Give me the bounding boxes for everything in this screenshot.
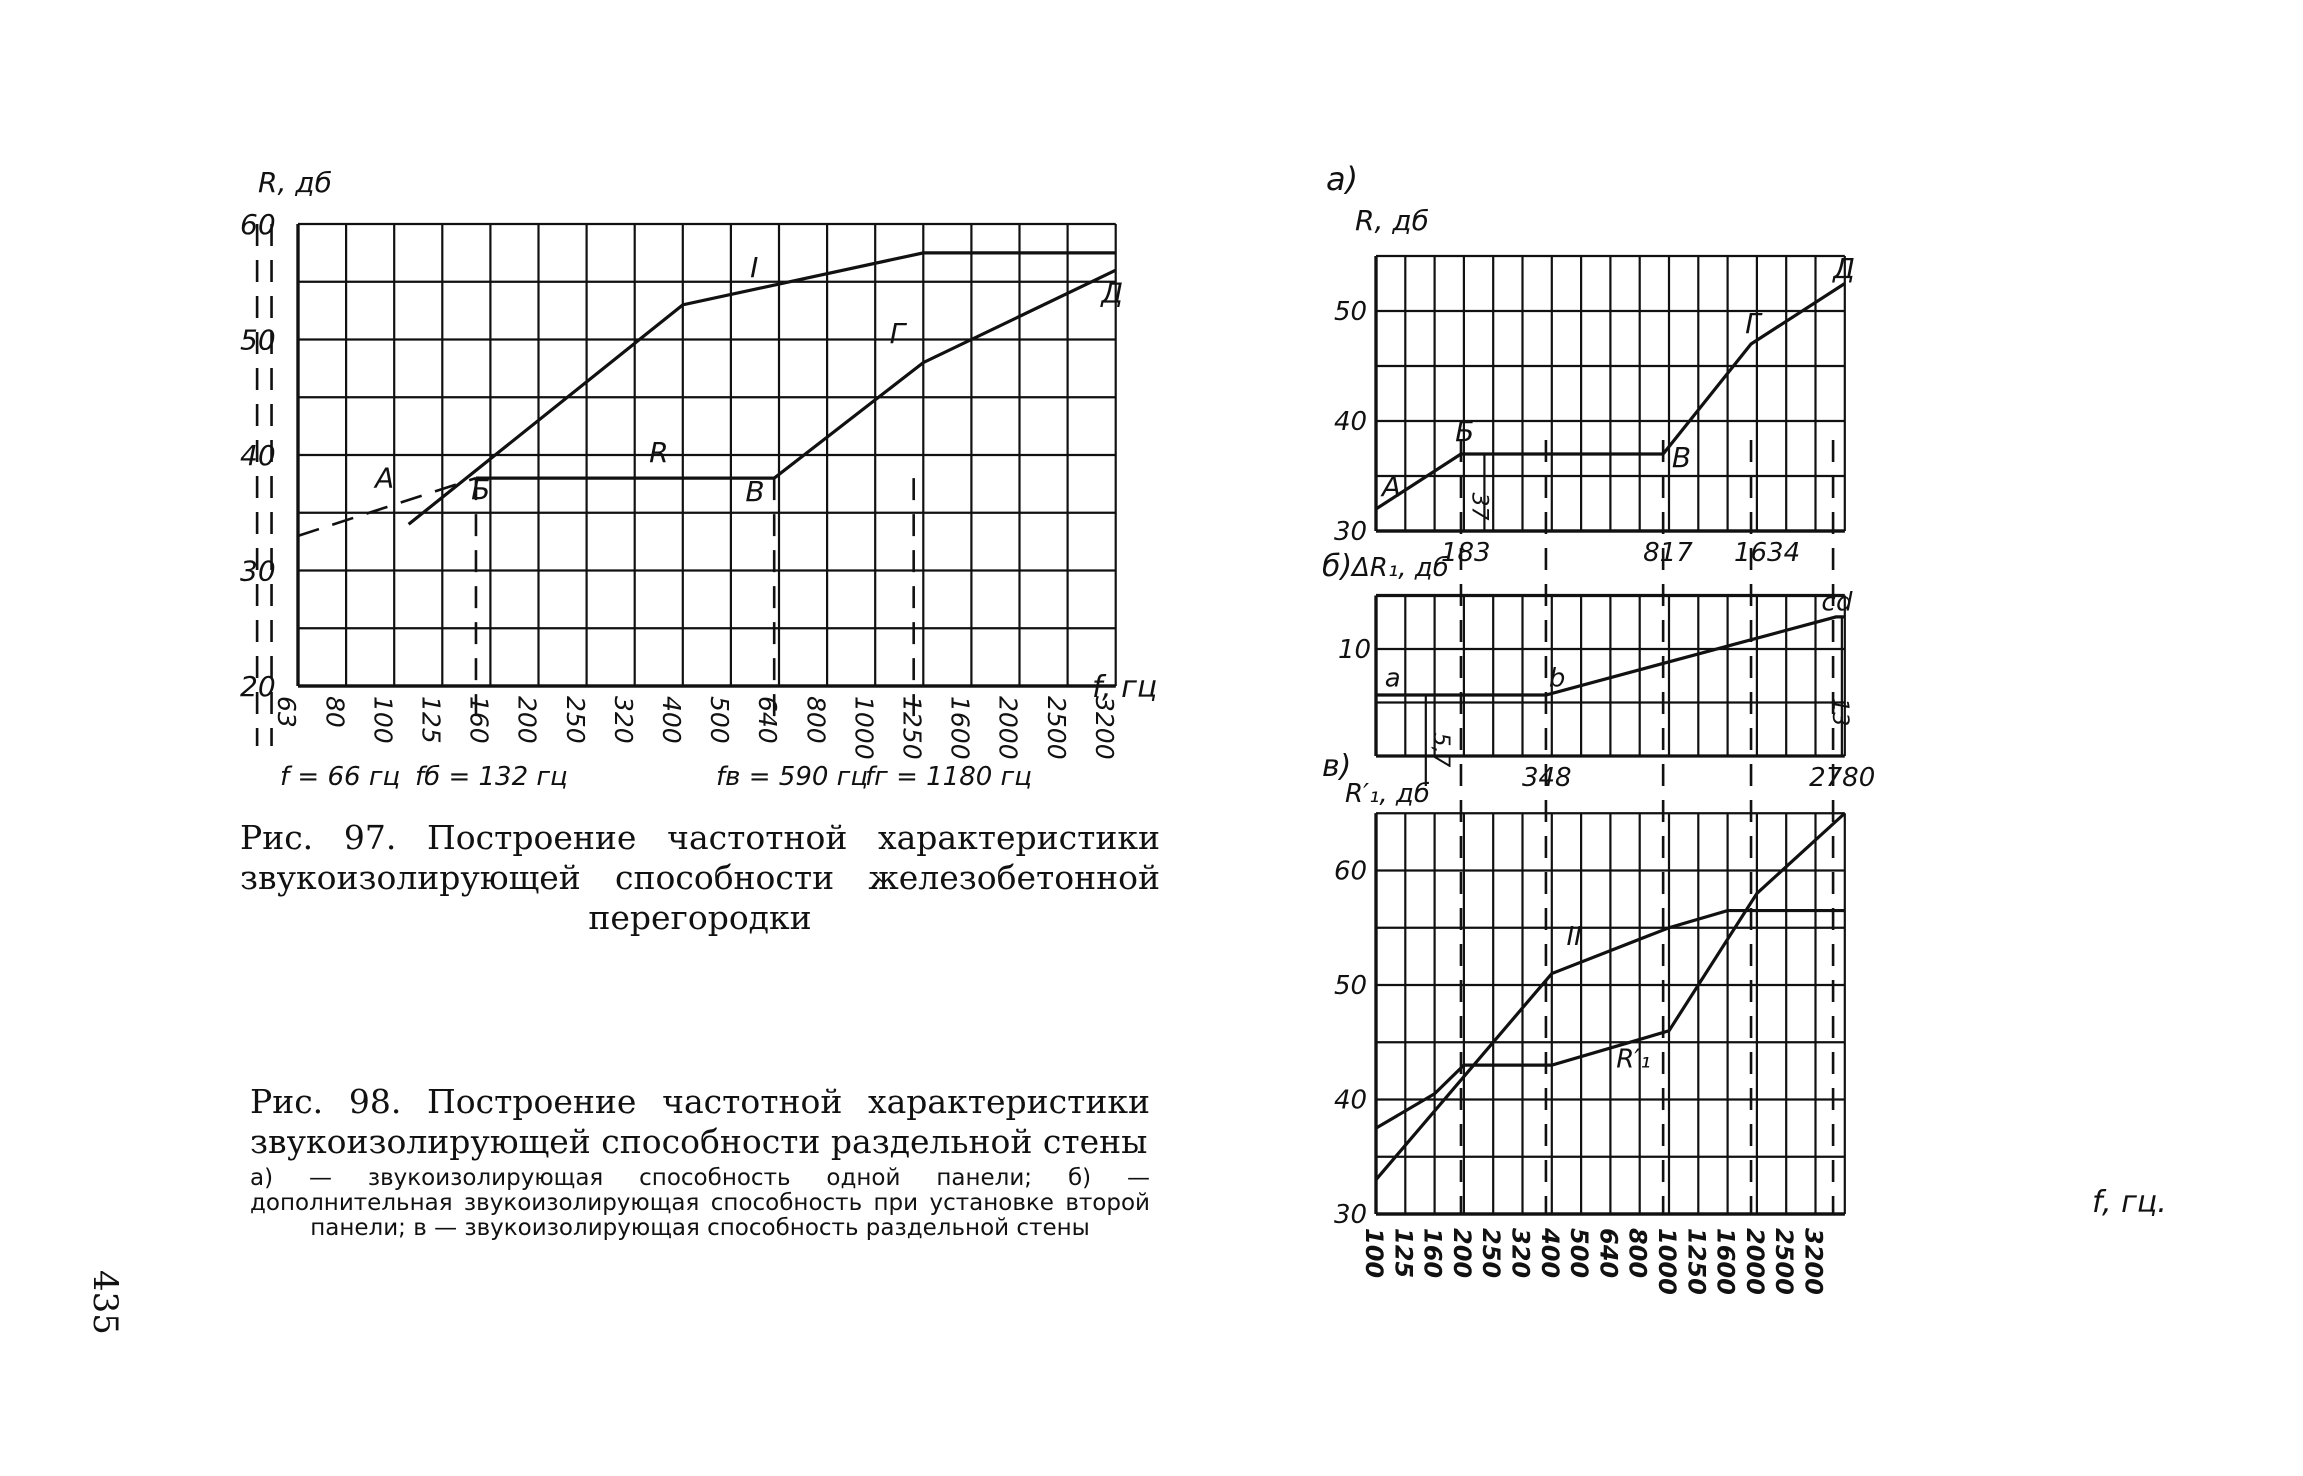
point-label: Б bbox=[1455, 414, 1475, 448]
x-tick-label: 63 bbox=[272, 696, 302, 728]
point-label: R′₁ bbox=[1616, 1044, 1651, 1075]
y-tick-label: 30 bbox=[240, 554, 276, 588]
y-tick-label: 60 bbox=[1334, 856, 1368, 887]
fig98-caption-sub: а) — звукоизолирующая способность одной панели; б) — дополнительная звукоизолирующая способность при установке второй панели; в — звукоизолирующая способность раздельной стены bbox=[250, 1165, 1150, 1241]
y-tick-label: 40 bbox=[240, 439, 276, 472]
point-label: Г bbox=[889, 316, 906, 350]
fig98a-chart bbox=[1326, 160, 1855, 568]
dimension-value: 13 bbox=[1827, 698, 1853, 727]
x-tick-label: 1600 bbox=[1711, 1228, 1740, 1295]
point-label: II bbox=[1566, 921, 1582, 952]
x-tick-label: 3200 bbox=[1799, 1228, 1828, 1295]
x-axis-title: f, гц bbox=[1092, 670, 1158, 705]
x-tick-label: 100 bbox=[1360, 1228, 1388, 1279]
x-tick-label: 800 bbox=[1623, 1228, 1652, 1279]
x-tick-label: 1000 bbox=[1653, 1228, 1681, 1295]
x-tick-label: 250 bbox=[1477, 1228, 1506, 1279]
x-tick-label: 400 bbox=[656, 696, 686, 744]
x-tick-label: 3200 bbox=[1089, 696, 1119, 760]
x-tick-label: 640 bbox=[753, 696, 783, 744]
x-tick-label: 80 bbox=[320, 696, 350, 728]
x-annotation: 348 bbox=[1521, 763, 1572, 793]
x-tick-label: 160 bbox=[1418, 1228, 1447, 1279]
y-axis-title: R, дб bbox=[1355, 204, 1429, 237]
frequency-marker: fв = 590 гц bbox=[716, 762, 869, 792]
frequency-marker: fб = 132 гц bbox=[415, 762, 568, 792]
dimension-value: 37 bbox=[1466, 492, 1492, 521]
y-tick-label: 30 bbox=[1334, 1200, 1368, 1230]
x-tick-label: 2500 bbox=[1041, 696, 1071, 760]
fig97-caption: Рис. 97. Построение частотной характеристики звукоизолирующей способности железобетонной перегородки bbox=[240, 818, 1160, 937]
x-tick-label: 1250 bbox=[1682, 1228, 1711, 1295]
fig97-chart bbox=[240, 166, 1157, 792]
fig98b-chart bbox=[1322, 549, 1875, 793]
x-tick-label: 500 bbox=[705, 696, 735, 744]
point-label: В bbox=[1671, 441, 1692, 475]
y-tick-label: 40 bbox=[1334, 1085, 1368, 1116]
x-tick-label: 320 bbox=[608, 696, 638, 744]
point-label: d bbox=[1836, 587, 1853, 618]
panel-label: в) bbox=[1322, 749, 1352, 784]
x-annotation: 2780 bbox=[1809, 763, 1876, 793]
panel-label: а) bbox=[1326, 160, 1359, 198]
fig98-caption bbox=[250, 1082, 1150, 1241]
x-tick-label: 125 bbox=[416, 696, 446, 744]
y-axis-title: R′₁, дб bbox=[1345, 779, 1430, 809]
y-tick-label: 50 bbox=[1334, 297, 1368, 327]
point-label: R bbox=[649, 435, 669, 469]
point-label: I bbox=[750, 251, 759, 285]
fig98-caption-title: Рис. 98. Построение частотной характеристики звукоизолирующей способности раздельной стены bbox=[250, 1082, 1150, 1161]
point-label: a bbox=[1384, 663, 1401, 694]
x-tick-label: 2000 bbox=[993, 696, 1023, 760]
x-annotation: 817 bbox=[1643, 538, 1693, 568]
y-tick-label: 50 bbox=[240, 323, 276, 357]
x-tick-label: 800 bbox=[801, 696, 831, 744]
point-label: Д bbox=[1833, 252, 1855, 285]
x-annotation: 1634 bbox=[1733, 538, 1801, 568]
y-tick-label: 50 bbox=[1334, 971, 1368, 1001]
panel-label: б) bbox=[1322, 549, 1353, 584]
x-tick-label: 125 bbox=[1389, 1228, 1418, 1279]
point-label: Д bbox=[1101, 276, 1124, 310]
point-label: В bbox=[745, 475, 765, 509]
x-tick-label: 200 bbox=[512, 696, 542, 744]
y-axis-title: R, дб bbox=[258, 166, 332, 199]
dimension-value: 5,7 bbox=[1427, 732, 1453, 768]
x-annotation: 183 bbox=[1440, 538, 1491, 568]
point-label: Б bbox=[471, 472, 491, 506]
y-tick-label: 10 bbox=[1338, 635, 1372, 665]
x-tick-label: 500 bbox=[1565, 1228, 1594, 1279]
x-tick-label: 100 bbox=[368, 696, 398, 744]
x-tick-label: 1250 bbox=[897, 696, 927, 760]
x-tick-label: 2500 bbox=[1770, 1228, 1799, 1295]
y-tick-label: 20 bbox=[240, 670, 276, 703]
x-tick-label: 250 bbox=[560, 696, 590, 744]
x-tick-label: 320 bbox=[1506, 1228, 1535, 1279]
frequency-marker: f = 66 гц bbox=[280, 762, 401, 792]
point-label: А bbox=[1381, 469, 1402, 503]
page-number: 435 bbox=[85, 1270, 125, 1335]
x-tick-label: 1600 bbox=[945, 696, 975, 760]
x-tick-label: 2000 bbox=[1740, 1228, 1769, 1295]
frequency-marker: fг = 1180 гц bbox=[865, 762, 1032, 792]
x-tick-label: 1000 bbox=[849, 696, 879, 760]
point-label: b bbox=[1548, 663, 1566, 694]
x-tick-label: 160 bbox=[464, 696, 494, 744]
x-tick-label: 640 bbox=[1594, 1228, 1623, 1279]
point-label: c bbox=[1821, 587, 1836, 618]
point-label: А bbox=[374, 461, 395, 495]
y-tick-label: 60 bbox=[240, 208, 276, 241]
x-tick-label: 400 bbox=[1535, 1228, 1564, 1279]
x-tick-label: 200 bbox=[1447, 1228, 1476, 1279]
y-tick-label: 30 bbox=[1334, 517, 1368, 547]
point-label: Г bbox=[1745, 307, 1761, 340]
y-axis-title: ΔR₁, дб bbox=[1352, 553, 1449, 583]
x-axis-title: f, гц. bbox=[2092, 1185, 2167, 1220]
y-tick-label: 40 bbox=[1334, 407, 1368, 437]
